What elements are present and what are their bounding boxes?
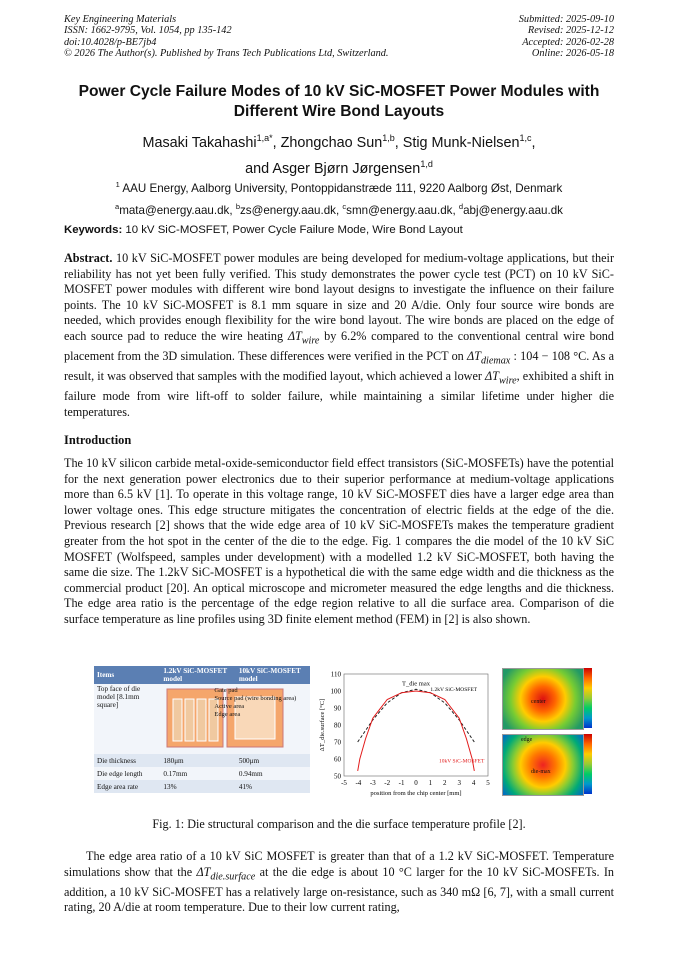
- submitted-date: Submitted: 2025-09-10: [518, 14, 614, 25]
- callout-label: Active area: [214, 703, 245, 710]
- x-tick-label: -3: [369, 779, 376, 787]
- die-top-face-diagram: [160, 684, 310, 754]
- issn: ISSN: 1662-9795, Vol. 1054, pp 135-142: [64, 25, 232, 37]
- section-heading: Introduction: [64, 433, 132, 447]
- table-cell: 500μm: [236, 754, 310, 767]
- table-header: Items: [94, 666, 160, 684]
- author-name: Masaki Takahashi: [142, 134, 257, 151]
- series-label: 10kV SiC-MOSFET: [439, 758, 485, 765]
- email-link[interactable]: mata@energy.aau.dk: [119, 203, 230, 217]
- author-name: Zhongchao Sun: [280, 134, 383, 151]
- table-cell: 13%: [160, 780, 235, 793]
- email-sup: d: [458, 201, 464, 211]
- abstract-text: : 104 − 108 °C. As a result, it was observed that samples with the modified layout, which achieved a lower: [64, 349, 615, 384]
- callout-label: Edge area: [214, 711, 241, 718]
- series-label: 1.2kV SiC-MOSFET: [430, 687, 478, 693]
- journal-name: Key Engineering Materials: [64, 14, 177, 25]
- table-cell: 0.94mm: [236, 767, 310, 780]
- y-tick-label: 110: [330, 670, 341, 679]
- table-cell: 180μm: [160, 754, 235, 767]
- x-tick-label: -5: [341, 779, 347, 787]
- colorbar: [584, 734, 592, 794]
- author-name: and Asger Bjørn Jørgensen: [245, 160, 421, 177]
- y-tick-label: 80: [334, 721, 341, 730]
- table-cell: Edge area rate: [94, 780, 160, 793]
- heatmap-edge: [502, 734, 584, 796]
- author-sup: 1,a*: [256, 133, 273, 143]
- revised-date: Revised: 2025-12-12: [527, 25, 614, 37]
- y-tick-label: 70: [334, 738, 341, 747]
- x-axis-label: position from the chip center [mm]: [370, 790, 462, 797]
- email-sup: c: [342, 201, 347, 211]
- abstract: [64, 251, 614, 420]
- die-comparison-table: [94, 666, 310, 793]
- abstract-label: Abstract.: [64, 251, 113, 265]
- callout-label: Gate pad: [214, 687, 238, 694]
- author-sup: 1,d: [420, 158, 433, 169]
- temperature-profile-chart: [316, 666, 496, 798]
- keywords-label: Keywords:: [64, 224, 123, 236]
- x-tick-label: -2: [384, 779, 391, 787]
- x-tick-label: -1: [398, 779, 405, 787]
- math-symbol: ΔT: [485, 369, 499, 384]
- x-tick-label: 3: [457, 779, 461, 787]
- math-subscript: diemax: [480, 355, 511, 367]
- table-header: 10kV SiC-MOSFET model: [236, 666, 310, 684]
- online-date: Online: 2026-05-18: [531, 47, 614, 59]
- paper-title: Power Cycle Failure Modes of 10 kV SiC-MOSFET Power Modules with Different Wire Bond Layouts: [78, 83, 600, 120]
- email-link[interactable]: smn@energy.aau.dk: [346, 203, 453, 217]
- dates-info: [519, 14, 614, 59]
- doi: doi:10.4028/p-BE7jb4: [64, 36, 157, 48]
- abstract-text: by 6.2% compared to the conventional central wire bond placement from the 3D simulation. These differences were verified in the PCT on: [64, 328, 614, 363]
- die-callouts: [214, 687, 296, 719]
- y-tick-label: 50: [334, 772, 341, 781]
- journal-info: [64, 14, 388, 59]
- table-cell: Top face of die model [8.1mm square]: [94, 684, 160, 754]
- email-link[interactable]: zs@energy.aau.dk: [239, 203, 336, 217]
- y-tick-label: 60: [334, 755, 341, 764]
- table-cell: Die edge length: [94, 767, 160, 780]
- y-tick-label: 90: [334, 704, 341, 713]
- x-tick-label: 2: [443, 779, 447, 787]
- email-list: $^a$mata@energy.aau.dk, $^b$zs@energy.aau.dk, $^c$smn@energy.aau.dk, $^d$abj@energy.aau.dk: [115, 201, 563, 217]
- math-subscript: die.surface: [210, 871, 256, 883]
- email-link[interactable]: abj@energy.aau.dk: [463, 203, 563, 217]
- figure-caption: Fig. 1: Die structural comparison and the die surface temperature profile [2].: [152, 817, 526, 831]
- heatmap-label: center: [531, 699, 546, 705]
- y-tick-label: 100: [330, 687, 341, 696]
- figure-1: [94, 666, 614, 802]
- paragraph-text: The edge area ratio of a 10 kV SiC MOSFET is greater than that of a 1.2 kV SiC-MOSFET. Temperature simulations show that the: [64, 849, 614, 879]
- math-symbol: ΔT: [196, 864, 211, 879]
- affiliation-sup: 1: [115, 180, 120, 189]
- heatmap-center: [502, 668, 584, 730]
- math-symbol: ΔT: [287, 328, 302, 343]
- affiliation-text: AAU Energy, Aalborg University, Pontoppidanstræde 111, 9220 Aalborg Øst, Denmark: [122, 181, 563, 195]
- keywords-text: 10 kV SiC-MOSFET, Power Cycle Failure Mode, Wire Bond Layout: [125, 224, 463, 236]
- paragraph-text: at the die edge is about 10 °C larger for the 10 kV SiC-MOSFETs. In addition, a 10 kV SiC-MOSFET has a relatively large on-resistance, such as 340 mΩ [6, 7], with a small current rating, 20 A/die at room temperature. Due to their low current rating,: [64, 864, 614, 915]
- author-list: Masaki Takahashi$^{1,a*}$, Zhongchao Sun$^{1,b}$, Stig Munk-Nielsen$^{1,c}$, and Asger Bjørn Jørgensen$^{1,d}$: [142, 133, 536, 177]
- colorbar: [584, 668, 592, 728]
- math-subscript: wire: [498, 375, 517, 387]
- table-cell: Die thickness: [94, 754, 160, 767]
- author-sup: 1,c: [519, 133, 532, 143]
- math-symbol: ΔT: [467, 349, 481, 363]
- abstract-text: 10 kV SiC-MOSFET power modules are being developed for medium-voltage applications, but their reliability has not yet been fully verified. This study demonstrates the power cycle test (PCT) on 10 kV SiC-MOSFET power modules with different wire bond layout designs to investigate the influence on their failure points. The 10 kV SiC-MOSFET is 8.1 mm square in size and 20 A/die. Only four source wire bonds are needed, which provides enough flexibility for the wire bond layout. The wire bonds are placed on the edge of each source pad to reduce the wire heating: [64, 251, 614, 343]
- intro-paragraph-2: [64, 849, 614, 916]
- callout-label: Source pad (wire bonding area): [214, 695, 297, 702]
- y-axis-label: ΔT_die.surface [°C]: [319, 698, 326, 752]
- math-subscript: wire: [301, 335, 320, 347]
- abstract-text: , exhibited a shift in failure mode from wire lift-off to solder failure, while maintaining a similar lifetime under higher die temperatures.: [64, 369, 614, 419]
- x-tick-label: 0: [414, 779, 418, 787]
- table-header: 1.2kV SiC-MOSFET model: [160, 666, 235, 684]
- email-sup: a: [115, 201, 120, 211]
- author-sup: 1,b: [382, 133, 395, 143]
- table-cell: 41%: [236, 780, 310, 793]
- intro-paragraph: The 10 kV silicon carbide metal-oxide-semiconductor field effect transistors (SiC-MOSFETs) have the potential for the next generation power electronics due to their superior performance at medium-voltage applications more than 6.5 kV [1]. To operate in this voltage range, 10 kV SiC-MOSFET dies have a larger edge area than lower voltage ones. This edge structure mitigates the concentration of electric fields at the edge of the die. Previous research [2] shows that the wide edge area of 10 kV SiC-MOSFETs makes the temperature gradient greater from the hot spot in the center of the die to the edge. Fig. 1 compares the die model of the 10 kV SiC MOSFET (Wolfspeed, samples under development) with a modelled 1.2 kV SiC-MOSFET, both having the same die size. The 1.2kV SiC-MOSFET is a hypothetical die with the same edge width and die thickness as the commercial product [20]. An optical microscope and micrometer measured the edge lengths and die thickness. The edge area ratio is the percentage of the edge region relative to all die surface area. Comparison of die surface temperature as line profiles using 3D finite element method (FEM) in [2] is also shown.: [64, 456, 614, 626]
- table-cell: 0.17mm: [160, 767, 235, 780]
- x-tick-label: 5: [486, 779, 490, 787]
- annotation-label: T_die max: [402, 680, 430, 688]
- copyright: © 2026 The Author(s). Published by Trans Tech Publications Ltd, Switzerland.: [64, 47, 389, 59]
- x-tick-label: -4: [355, 779, 362, 787]
- x-tick-label: 1: [428, 779, 433, 787]
- accepted-date: Accepted: 2026-02-28: [522, 36, 614, 48]
- heatmap-label: die-max: [531, 769, 551, 775]
- email-sup: b: [235, 201, 240, 211]
- affiliation: [40, 176, 638, 220]
- x-tick-label: 4: [471, 779, 476, 787]
- heatmap-label: edge: [521, 737, 533, 743]
- author-name: Stig Munk-Nielsen: [402, 134, 520, 151]
- keywords: [64, 224, 614, 236]
